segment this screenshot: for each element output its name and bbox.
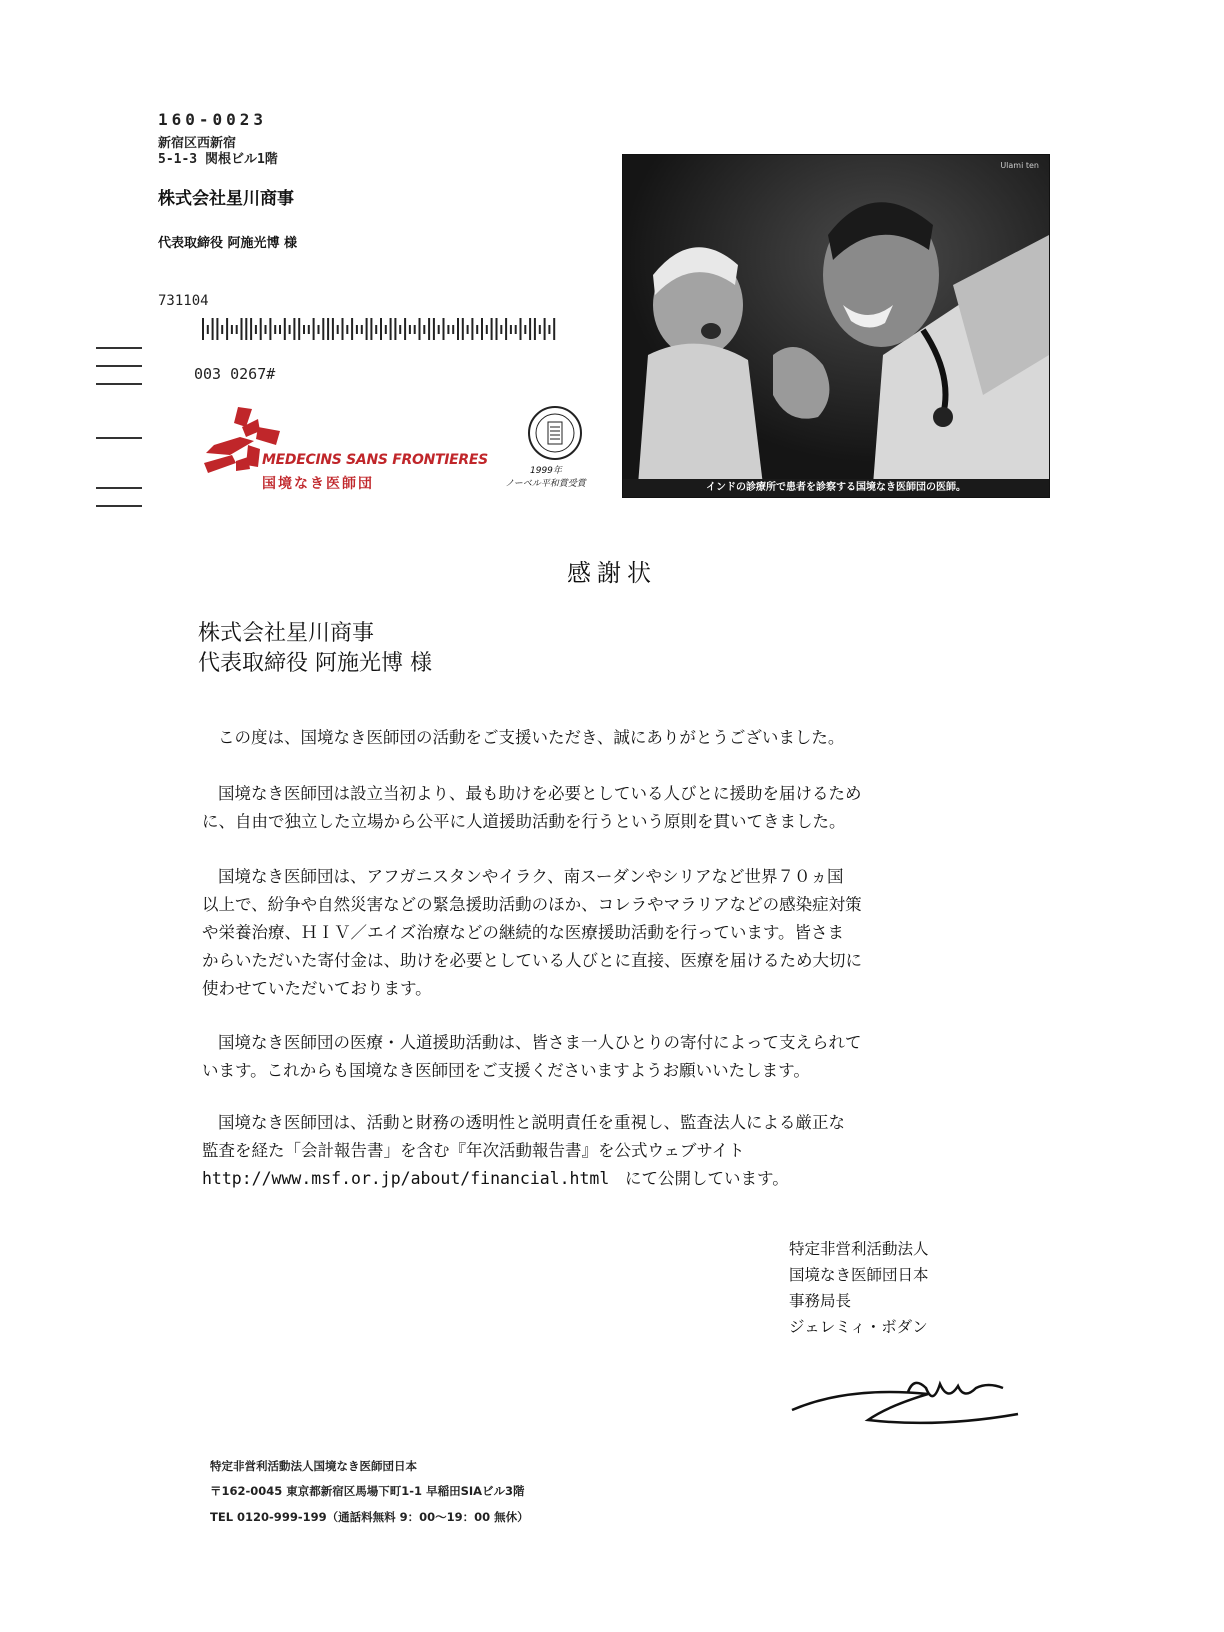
footer-tel: TEL 0120-999-199（通話料無料 9：00〜19：00 無休） [210,1510,529,1524]
barcode-bar [255,325,257,334]
barcode-bar [236,325,238,334]
barcode-bar [366,318,368,340]
barcode-bar [520,318,522,340]
barcode-bar [260,318,262,340]
barcode-bar [529,318,531,340]
barcode-bar [284,318,286,340]
barcode-bar [423,325,425,334]
paragraph-2: 国境なき医師団は設立当初より、最も助けを必要としている人びとに援助を届けるため に、自由で独立した立場から公平に人道援助活動を行うという原則を貫いてきました。 [202,784,862,831]
document-title: 感謝状 [567,559,657,587]
barcode-bar [553,318,555,340]
barcode-bar [428,318,430,340]
barcode-bar [361,325,363,334]
doctor-child-photo-icon [623,155,1049,497]
photo-credit: Ulami ten [1000,161,1039,170]
signatory-org-type: 特定非営利活動法人 [789,1240,929,1258]
barcode-bar [452,325,454,334]
barcode-bar [524,325,526,334]
financial-report-link[interactable]: http://www.msf.or.jp/about/financial.html [202,1169,610,1188]
recipient-person: 代表取締役 阿施光博 様 [158,236,298,251]
msf-name-en: MEDECINS SANS FRONTIERES [262,452,488,468]
barcode-bar [308,325,310,334]
barcode-bar [399,325,401,334]
nobel-award: ノーベル平和賞受賞 [505,479,586,489]
barcode-bar [289,325,291,334]
barcode-bar [226,318,228,340]
barcode-bar [274,325,276,334]
barcode-bar [212,318,214,340]
addressee-company: 株式会社星川商事 [198,621,375,646]
barcode-bar [433,318,435,340]
footer-org: 特定非営利活動法人国境なき医師団日本 [210,1459,417,1473]
barcode-bar [265,325,267,334]
barcode-bar [438,325,440,334]
msf-name-jp: 国境なき医師団 [262,476,374,492]
barcode-bar [322,318,324,340]
postal-code: 160-0023 [158,110,268,129]
barcode-bar [313,318,315,340]
photo-caption: インドの診療所で患者を診察する国境なき医師団の医師。 [623,479,1049,497]
barcode-bar [544,318,546,340]
barcode-bar [303,325,305,334]
customer-code: 731104 [158,293,209,309]
postal-barcode [202,318,558,340]
barcode-bar [332,318,334,340]
addressee-person: 代表取締役 阿施光博 様 [198,651,432,676]
barcode-bar [500,325,502,334]
barcode-bar [486,325,488,334]
barcode-bar [394,318,396,340]
barcode-bar [462,318,464,340]
barcode-bar [443,318,445,340]
signatory-position: 事務局長 [789,1292,852,1310]
barcode-bar [231,325,233,334]
customer-code-2: 003 0267# [194,365,276,383]
signatory-block [789,1236,929,1340]
barcode-bar [457,318,459,340]
barcode-bar [414,325,416,334]
nobel-year: 1999年 [530,466,562,476]
barcode-bar [337,325,339,334]
barcode-bar [496,318,498,340]
barcode-bar [293,318,295,340]
barcode-bar [515,325,517,334]
handwritten-signature [788,1366,1038,1446]
barcode-bar [351,318,353,340]
barcode-bar [318,325,320,334]
footer-address: 〒162-0045 東京都新宿区馬場下町1-1 早稲田SIAビル3階 [210,1484,525,1498]
barcode-bar [245,318,247,340]
barcode-bar [390,318,392,340]
barcode-bar [491,318,493,340]
barcode-bar [471,318,473,340]
barcode-bar [370,318,372,340]
barcode-bar [447,325,449,334]
recipient-company: 株式会社星川商事 [158,189,294,209]
barcode-bar [510,325,512,334]
barcode-bar [216,318,218,340]
barcode-bar [279,325,281,334]
barcode-bar [221,325,223,334]
barcode-bar [476,325,478,334]
barcode-bar [327,318,329,340]
barcode-bar [375,325,377,334]
barcode-bar [404,318,406,340]
nobel-seal-icon [520,405,590,461]
barcode-bar [250,318,252,340]
address-line-1: 新宿区西新宿 [158,136,237,151]
barcode-bar [269,318,271,340]
barcode-bar [202,318,204,340]
paragraph-5: 国境なき医師団は、活動と財務の透明性と説明責任を重視し、監査法人による厳正な 監査を経た「会計報告書」を含む『年次活動報告書』を公式ウェブサイト http://www.msf.or.jp/about/financial.html にて公開しています。 [202,1113,845,1188]
barcode-bar [298,318,300,340]
paragraph-4: 国境なき医師団の医療・人道援助活動は、皆さま一人ひとりの寄付によって支えられて います。これからも国境なき医師団をご支援くださいますようお願いいたします。 [202,1033,862,1080]
barcode-bar [207,325,209,334]
signatory-name: ジェレミィ・ボダン [789,1318,928,1336]
barcode-bar [342,318,344,340]
paragraph-1: この度は、国境なき医師団の活動をご支援いただき、誠にありがとうございました。 [218,728,845,747]
barcode-bar [534,318,536,340]
barcode-bar [539,325,541,334]
barcode-bar [380,318,382,340]
address-line-2: 5-1-3 関根ビル1階 [158,152,278,167]
barcode-bar [241,318,243,340]
barcode-bar [356,325,358,334]
clinic-photo [622,154,1050,498]
signatory-org-name: 国境なき医師団日本 [789,1266,929,1284]
barcode-bar [385,325,387,334]
barcode-bar [481,318,483,340]
barcode-bar [409,325,411,334]
barcode-bar [346,325,348,334]
barcode-bar [505,318,507,340]
barcode-bar [548,325,550,334]
paragraph-3: 国境なき医師団は、アフガニスタンやイラク、南スーダンやシリアなど世界７０ヵ国 以上で、紛争や自然災害などの緊急援助活動のほか、コレラやマラリアなどの感染症対策 や栄養治療、ＨＩＶ／エイズ治療などの継続的な医療援助活動を行っています。皆さま からいただいた寄付金は、助けを必要としている人びとに直接、医療を届けるため大切に 使わせていただいております。 [202,867,862,998]
barcode-bar [467,325,469,334]
barcode-bar [419,318,421,340]
